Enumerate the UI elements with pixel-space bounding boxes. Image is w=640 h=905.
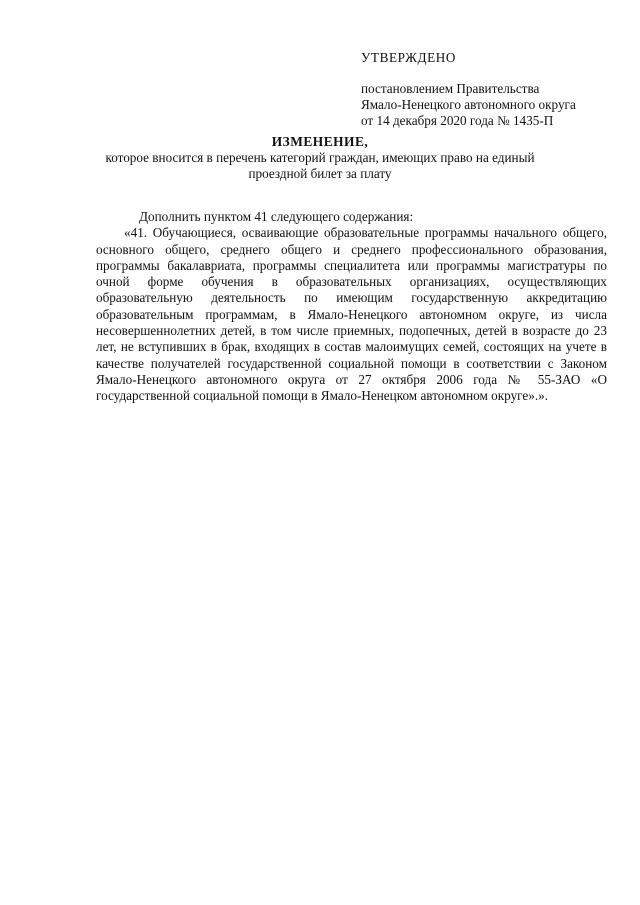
approved-stamp-word: УТВЕРЖДЕНО [361,50,457,65]
body-item-41-paragraph: «41. Обучающиеся, осваивающие образовательные программы начального общего, основного общего, среднего общего и среднего профессионального образования, программы бакалавриата, программы специалитета или программы магистратуры по очной форме обучения в образовательных организациях, осуществляющих образовательную деятельность по имеющим государственную аккредитацию образовательным программам, в Ямало-Ненецкого автономном округе, из числа несовершеннолетних детей, в том числе приемных, подопечных, детей в возрасте до 23 лет, не вступивших в брак, входящих в состав малоимущих семей, состоящих на учете в качестве получателей государственной социальной помощи в соответствии с Законом Ямало-Ненецкого автономного округа от 27 октября 2006 года № 55-ЗАО «О государственной социальной помощи в Ямало-Ненецком автономном округе».». [96,225,607,404]
body-intro-paragraph: Дополнить пунктом 41 следующего содержания: [139,209,414,224]
approval-block [361,50,621,129]
approval-line-resolution: постановлением Правительства [361,81,540,96]
document-heading [96,134,544,182]
document-body [96,209,607,405]
document-title: ИЗМЕНЕНИЕ, [271,134,369,149]
document-subtitle: которое вносится в перечень категорий граждан, имеющих право на единый проездной билет за плату [105,150,535,181]
approval-line-date-number: от 14 декабря 2020 года № 1435-П [361,113,554,128]
approval-line-region: Ямало-Ненецкого автономного округа [361,97,576,112]
